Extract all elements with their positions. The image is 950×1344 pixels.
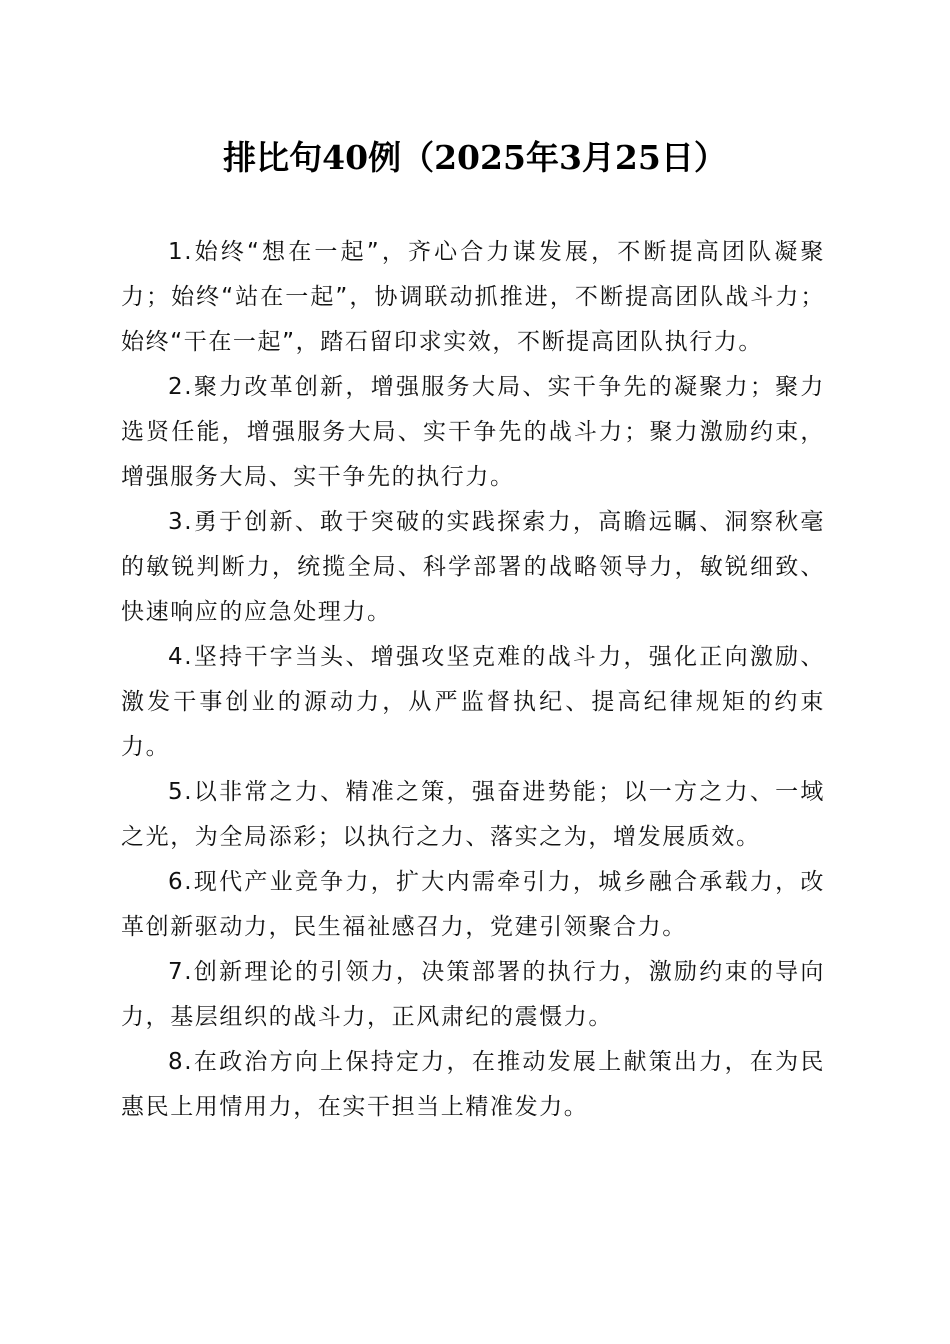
paragraph-3: 3.勇于创新、敢于突破的实践探索力，高瞻远瞩、洞察秋毫的敏锐判断力，统揽全局、科学部署的战略领导力，敏锐细致、快速响应的应急处理力。 bbox=[121, 509, 825, 625]
paragraph-5: 5.以非常之力、精准之策，强奋进势能；以一方之力、一域之光，为全局添彩；以执行之力、落实之为，增发展质效。 bbox=[121, 779, 825, 850]
paragraph-1: 1.始终“想在一起”，齐心合力谋发展，不断提高团队凝聚力；始终“站在一起”，协调联动抓推进，不断提高团队战斗力；始终“干在一起”，踏石留印求实效，不断提高团队执行力。 bbox=[121, 239, 825, 355]
paragraph-8: 8.在政治方向上保持定力，在推动发展上献策出力，在为民惠民上用情用力，在实干担当上精准发力。 bbox=[121, 1049, 825, 1120]
document-body bbox=[121, 230, 825, 1130]
paragraph-6: 6.现代产业竞争力，扩大内需牵引力，城乡融合承载力，改革创新驱动力，民生福祉感召力，党建引领聚合力。 bbox=[121, 869, 825, 940]
paragraph-4: 4.坚持干字当头、增强攻坚克难的战斗力，强化正向激励、激发干事创业的源动力，从严监督执纪、提高纪律规矩的约束力。 bbox=[121, 644, 825, 760]
paragraph-7: 7.创新理论的引领力，决策部署的执行力，激励约束的导向力，基层组织的战斗力，正风肃纪的震慑力。 bbox=[121, 959, 825, 1030]
document-title: 排比句40例（2025年3月25日） bbox=[223, 138, 727, 177]
paragraph-2: 2.聚力改革创新，增强服务大局、实干争先的凝聚力；聚力选贤任能，增强服务大局、实干争先的战斗力；聚力激励约束，增强服务大局、实干争先的执行力。 bbox=[121, 374, 825, 490]
